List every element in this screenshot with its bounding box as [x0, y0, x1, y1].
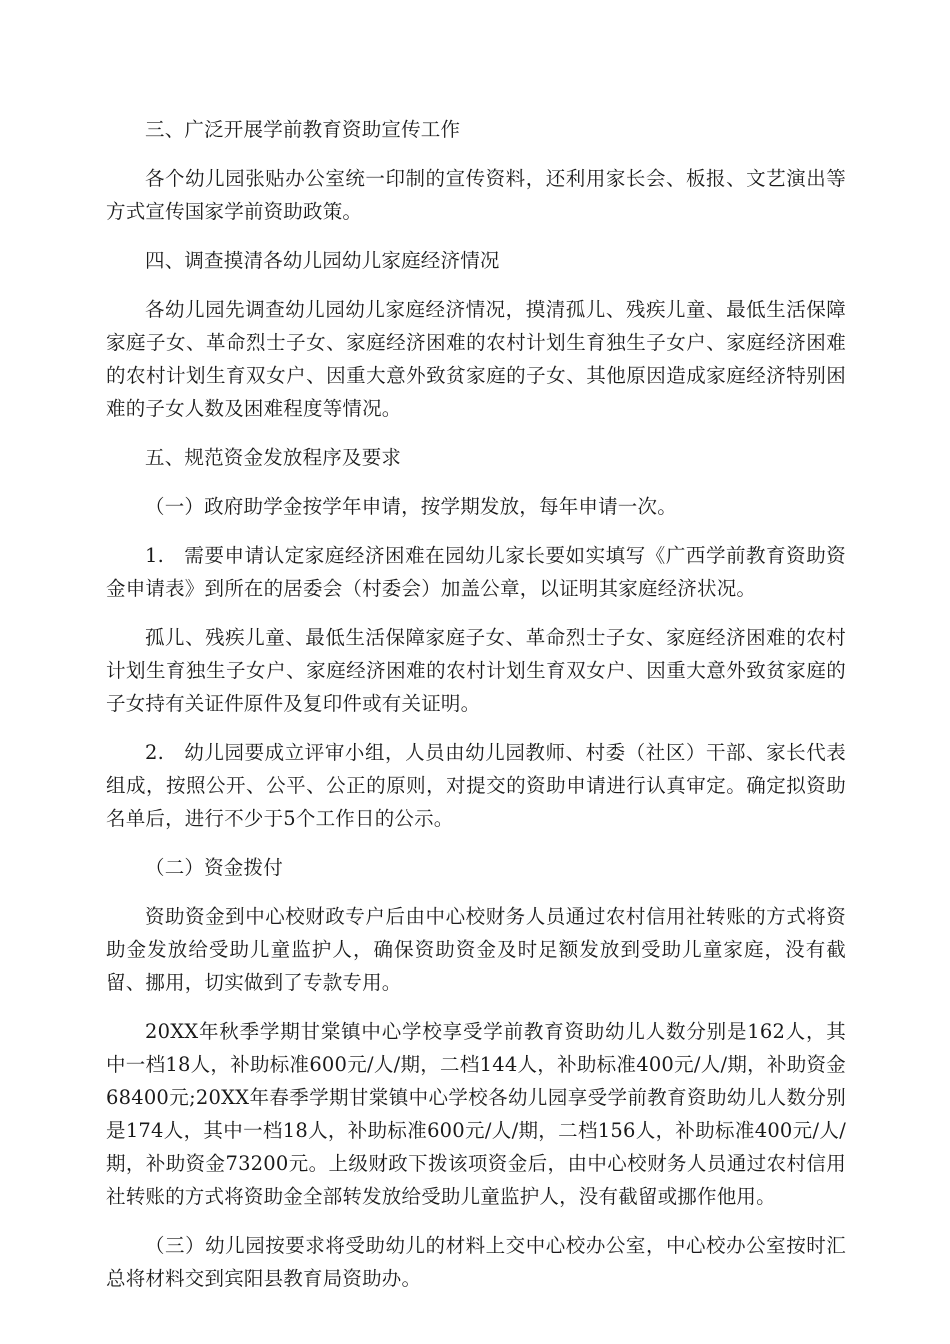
paragraph-eligible-groups: 孤儿、残疾儿童、最低生活保障家庭子女、革命烈士子女、家庭经济困难的农村计划生育独生子女户、家庭经济困难的农村计划生育双女户、因重大意外致贫家庭的子女持有关证件原件及复印件或有关证明。: [106, 626, 846, 715]
subheading-grant-application: （一）政府助学金按学年申请，按学期发放，每年申请一次。: [145, 495, 677, 518]
section-heading-procedure: 五、规范资金发放程序及要求: [145, 446, 402, 469]
paragraph-fund-transfer: 资助资金到中心校财政专户后由中心校财务人员通过农村信用社转账的方式将资助金发放给受助儿童监护人，确保资助资金及时足额发放到受助儿童家庭，没有截留、挪用，切实做到了专款专用。: [106, 905, 846, 994]
paragraph-fund-statistics: 20XX年秋季学期甘棠镇中心学校享受学前教育资助幼儿人数分别是162人，其中一档18人，补助标准600元/人/期，二档144人，补助标准400元/人/期，补助资金68400元;20XX年春季学期甘棠镇中心学校各幼儿园享受学前教育资助幼儿人数分别是174人，其中一档18人，补助标准600元/人/期，二档156人，补助标准400元/人/期，补助资金73200元。上级财政下拨该项资金后，由中心校财务人员通过农村信用社转账的方式将资助金全部转发放给受助儿童监护人，没有截留或挪作他用。: [106, 1020, 846, 1208]
subheading-fund-allocation: （二）资金拨付: [145, 856, 283, 879]
document-body: [106, 113, 846, 1311]
section-heading-publicity: 三、广泛开展学前教育资助宣传工作: [145, 118, 461, 141]
paragraph-survey: 各幼儿园先调查幼儿园幼儿家庭经济情况，摸清孤儿、残疾儿童、最低生活保障家庭子女、革命烈士子女、家庭经济困难的农村计划生育独生子女户、家庭经济困难的农村计划生育双女户、因重大意外致贫家庭的子女、其他原因造成家庭经济特别困难的子女人数及困难程度等情况。: [106, 298, 846, 420]
paragraph-materials-submission: （三）幼儿园按要求将受助幼儿的材料上交中心校办公室，中心校办公室按时汇总将材料交到宾阳县教育局资助办。: [106, 1234, 846, 1290]
paragraph-publicity: 各个幼儿园张贴办公室统一印制的宣传资料，还利用家长会、板报、文艺演出等方式宣传国家学前资助政策。: [106, 167, 846, 223]
paragraph-item-1: 1. 需要申请认定家庭经济困难在园幼儿家长要如实填写《广西学前教育资助资金申请表》到所在的居委会（村委会）加盖公章，以证明其家庭经济状况。: [106, 544, 846, 600]
section-heading-survey: 四、调查摸清各幼儿园幼儿家庭经济情况: [145, 249, 500, 272]
paragraph-item-2: 2. 幼儿园要成立评审小组，人员由幼儿园教师、村委（社区）干部、家长代表组成，按照公开、公平、公正的原则，对提交的资助申请进行认真审定。确定拟资助名单后，进行不少于5个工作日的公示。: [106, 741, 846, 830]
